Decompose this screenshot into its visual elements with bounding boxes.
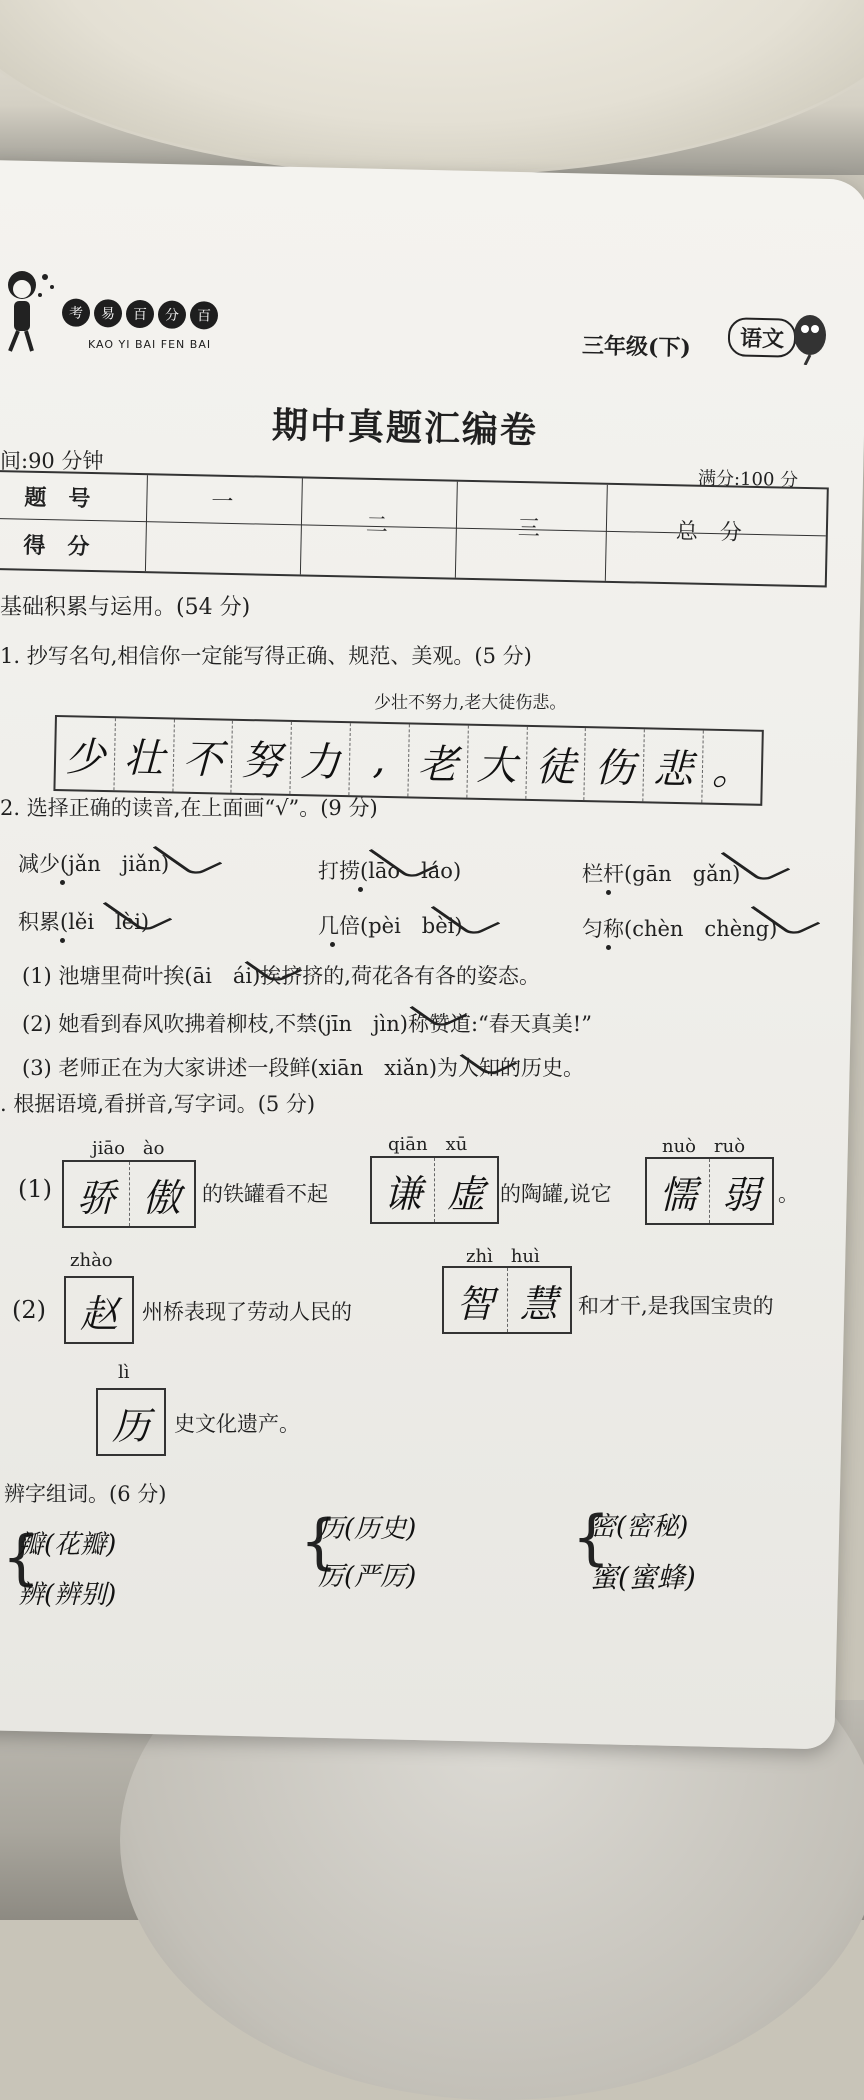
q3-answer-box (96, 1388, 166, 1456)
brand-pinyin: KAO YI BAI FEN BAI (88, 338, 212, 351)
q3-prompt: . 根据语境,看拼音,写字词。(5 分) (0, 1092, 316, 1116)
answer-cell: 老 (408, 724, 468, 797)
q2-sentence-3: (3) 老师正在为大家讲述一段鲜(xiān xiǎn)为人知的历史。 (22, 1056, 585, 1080)
q4-word: 瓣(花瓣) (18, 1530, 117, 1560)
mascot-icon (785, 305, 835, 365)
col-header-3: 三 (517, 515, 541, 542)
pinyin: nuò ruò (662, 1136, 746, 1157)
q2-sentence-2: (2) 她看到春风吹拂着柳枝,不禁(jīn jìn)称赞道:“春天真美!” (22, 1012, 592, 1036)
q2-prompt: 2. 选择正确的读音,在上面画“√”。(9 分) (0, 796, 378, 820)
q3-answer-box (64, 1276, 134, 1344)
brand-char: 百 (126, 300, 155, 329)
answer-char: 赵 (79, 1291, 118, 1336)
q1-prompt: 1. 抄写名句,相信你一定能写得正确、规范、美观。(5 分) (0, 644, 532, 668)
brand-char: 易 (94, 299, 123, 328)
exam-title: 期中真题汇编卷 (271, 404, 539, 452)
q3-label: (1) (18, 1175, 52, 1203)
brand-char: 百 (190, 301, 219, 330)
answer-cell: 徒 (526, 727, 586, 800)
q3-answer-box (645, 1157, 774, 1225)
brand-char: 分 (158, 300, 187, 329)
q4-word: 蜜(蜜蜂) (590, 1561, 696, 1594)
col-header-1: 一 (211, 489, 234, 515)
emphasis-dot (330, 942, 335, 947)
brand-logo (62, 298, 219, 329)
q3-answer-box (62, 1160, 196, 1228)
emphasis-dot (60, 938, 65, 943)
exam-time: 间:90 分钟 (0, 449, 104, 473)
pinyin: zhì huì (466, 1246, 540, 1267)
answer-cell: 力 (291, 722, 351, 795)
q2-word: 几倍(pèi bèi) (318, 914, 463, 938)
answer-cell: 。 (711, 747, 753, 795)
row-label-score: 得 分 (23, 532, 90, 560)
q4-word: 辨(辨别) (18, 1580, 117, 1610)
pinyin: lì (118, 1362, 130, 1383)
emphasis-dot (606, 890, 611, 895)
brace-icon: { (2, 1523, 41, 1593)
q1-model-sentence: 少壮不努力,老大徒伤悲。 (374, 693, 567, 713)
answer-char: 虚 (446, 1171, 485, 1216)
q3-text: 和才干,是我国宝贵的 (578, 1294, 774, 1318)
emphasis-dot (606, 945, 611, 950)
answer-cell: 努 (232, 721, 292, 794)
q2-sentence-1: (1) 池塘里荷叶挨(āi ái)挨挤挤的,荷花各有各的姿态。 (22, 964, 540, 988)
answer-char: 傲 (142, 1175, 181, 1220)
q3-text: 。 (778, 1182, 799, 1206)
q4-word: 密(密秘) (590, 1512, 689, 1542)
answer-cell: 少 (55, 717, 115, 790)
answer-char: 历 (111, 1403, 150, 1448)
q3-text: 州桥表现了劳动人民的 (142, 1300, 352, 1324)
answer-char: 慧 (519, 1281, 558, 1326)
q2-word: 积累(lěi lèi) (18, 910, 150, 934)
col-header-total: 总 分 (675, 519, 743, 546)
answer-cell: 伤 (585, 728, 645, 801)
answer-cell: 不 (173, 720, 233, 793)
row-label-number: 题 号 (24, 484, 91, 513)
q3-text: 的陶罐,说它 (500, 1182, 612, 1206)
answer-char: 弱 (721, 1172, 760, 1217)
grade-label: 三年级(下) (581, 332, 692, 362)
q2-word: 栏杆(gān gǎn) (582, 862, 741, 886)
brace-icon: { (300, 1507, 339, 1577)
emphasis-dot (358, 887, 363, 892)
emphasis-dot (60, 880, 65, 885)
col-header-2: 二 (365, 512, 389, 539)
q3-answer-box (370, 1156, 499, 1224)
q2-word: 匀称(chèn chèng) (582, 917, 778, 941)
q4-word: 厉(严厉) (318, 1562, 417, 1592)
q3-text: 史文化遗产。 (174, 1412, 300, 1436)
cartoon-logo-icon (0, 265, 60, 355)
brace-icon: { (572, 1503, 611, 1573)
answer-char: 智 (444, 1268, 508, 1332)
subject-badge: 语文 (728, 317, 797, 357)
brand-char: 考 (62, 298, 91, 327)
q3-text: 的铁罐看不起 (202, 1182, 328, 1206)
q3-answer-box (442, 1266, 572, 1334)
answer-char: 骄 (64, 1162, 130, 1226)
q2-word: 减少(jǎn jiǎn) (18, 852, 170, 876)
q4-word: 历(历史) (318, 1514, 417, 1544)
q3-label: (2) (12, 1296, 46, 1324)
q4-prompt: 辨字组词。(6 分) (4, 1482, 167, 1506)
answer-cell: 悲 (644, 729, 704, 802)
pinyin: zhào (70, 1250, 113, 1271)
score-table (0, 470, 829, 587)
answer-cell: , (350, 723, 410, 796)
section-heading: 基础积累与运用。(54 分) (0, 595, 251, 620)
full-score: 满分:100 分 (697, 467, 799, 492)
q2-word: 打捞(lāo láo) (318, 859, 462, 883)
pinyin: qiān xū (388, 1134, 468, 1155)
answer-cell: 壮 (114, 718, 174, 791)
pinyin: jiāo ào (92, 1138, 165, 1159)
answer-cell: 大 (467, 726, 527, 799)
answer-char: 懦 (647, 1159, 710, 1223)
answer-char: 谦 (372, 1158, 435, 1222)
